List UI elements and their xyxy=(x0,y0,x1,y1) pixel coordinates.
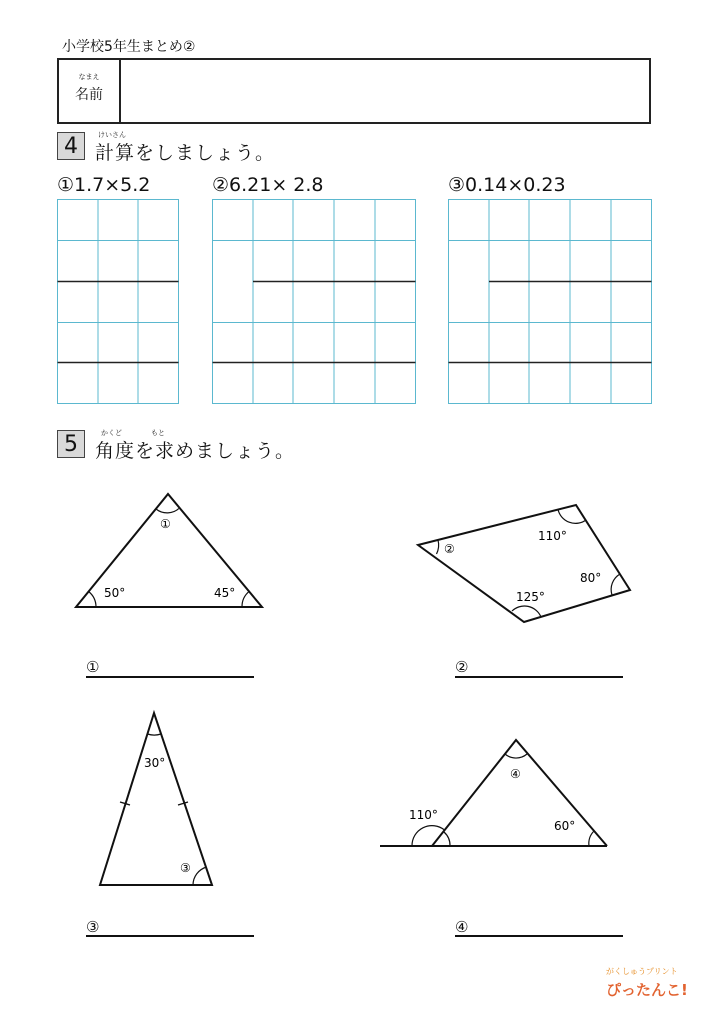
figure-1-angle-a: 50° xyxy=(104,586,126,600)
section-5-heading-kanji-1: 角度 xyxy=(95,440,136,462)
brand-logo xyxy=(606,966,696,1000)
figure-4-angle-b: 60° xyxy=(554,819,576,833)
figure-2-marker: ② xyxy=(444,542,455,556)
figure-3-triangle xyxy=(100,713,212,885)
figure-4-angle-a: 110° xyxy=(409,808,438,822)
figure-1-marker: ① xyxy=(160,517,171,531)
answer-4-label: ④ xyxy=(455,918,469,936)
figure-2-angle-b: 125° xyxy=(516,590,545,604)
figure-2-angle-c: 80° xyxy=(580,571,602,585)
section-4-ruby: けいさん xyxy=(98,131,126,139)
problem-2-label: ②6.21× 2.8 xyxy=(212,174,324,196)
section-5-ruby-1: かくど xyxy=(101,429,122,437)
section-5-number: 5 xyxy=(57,430,85,458)
angle-figures xyxy=(0,470,709,900)
problem-3-label: ③0.14×0.23 xyxy=(448,174,566,196)
section-5-heading-mid: を xyxy=(135,440,156,462)
figure-2-quadrilateral xyxy=(418,505,630,622)
calc-grid-3[interactable] xyxy=(449,200,652,404)
section-5-ruby-2: もと xyxy=(151,429,165,437)
section-4-heading-rest: をしましょう。 xyxy=(135,142,276,164)
section-4-heading-kanji: 計算 xyxy=(95,142,136,164)
calc-grid-1[interactable] xyxy=(58,200,179,404)
calc-grids xyxy=(0,0,709,420)
problem-1-label: ①1.7×5.2 xyxy=(57,174,151,196)
name-ruby: なまえ xyxy=(78,73,100,81)
name-label: 名前 xyxy=(75,87,103,103)
figure-3-marker: ③ xyxy=(180,861,191,875)
worksheet-title: 小学校5年生まとめ② xyxy=(62,39,196,55)
answer-1-line[interactable] xyxy=(86,676,254,678)
figure-2-angle-a: 110° xyxy=(538,529,567,543)
logo-line-1: がくしゅうプリント xyxy=(606,967,678,976)
section-4-number: 4 xyxy=(57,132,85,160)
section-5-heading xyxy=(95,436,295,463)
logo-line-2: ぴったんこ! xyxy=(606,981,688,999)
figure-4-marker: ④ xyxy=(510,767,521,781)
answer-1-label: ① xyxy=(86,658,100,676)
section-5-heading-rest: めましょう。 xyxy=(175,440,296,462)
section-5-heading-kanji-2: 求 xyxy=(155,440,176,462)
answer-2-label: ② xyxy=(455,658,469,676)
answer-2-line[interactable] xyxy=(455,676,623,678)
answer-4-line[interactable] xyxy=(455,935,623,937)
figure-3-angle-a: 30° xyxy=(144,756,166,770)
figure-1-angle-b: 45° xyxy=(214,586,236,600)
answer-3-line[interactable] xyxy=(86,935,254,937)
figure-4-triangle xyxy=(380,740,607,846)
answer-3-label: ③ xyxy=(86,918,100,936)
calc-grid-2[interactable] xyxy=(213,200,416,404)
figure-1-triangle xyxy=(76,494,262,607)
